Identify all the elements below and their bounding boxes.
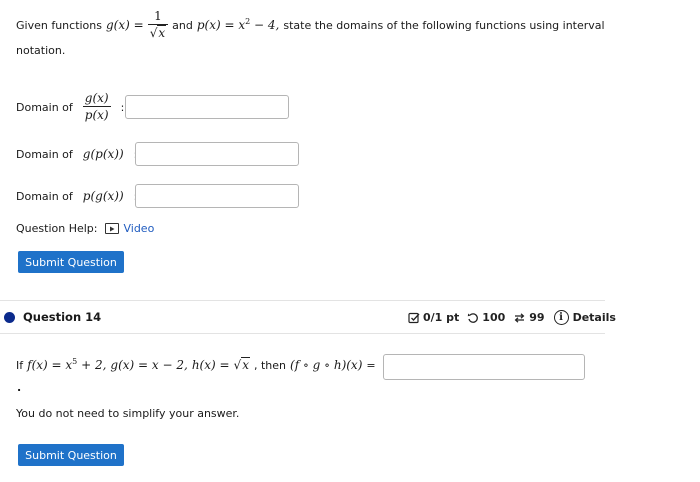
f-exponent: 5 [72,357,78,366]
stray-dot: . [17,381,22,394]
p-def-rest: − 4, [254,18,280,32]
g-denominator: √x [148,24,168,42]
details-label: Details [572,311,616,324]
intro-line-2: notation. [16,44,66,57]
p-exponent: 2 [245,17,251,26]
question-help [16,222,154,235]
retry-icon [513,312,526,324]
submit-question-button[interactable]: Submit Question [18,251,124,273]
h-radicand: x [242,358,249,372]
colon-1: : [120,100,125,114]
domain-input-2[interactable] [135,142,299,166]
domain-label-2: Domain of [16,147,73,161]
question-14-header [4,310,101,324]
video-icon [105,223,119,234]
question-14-prompt [16,358,376,372]
domain-row-2 [16,147,137,161]
checkbox-icon [408,312,420,324]
g-over-p-fraction [83,90,111,124]
attempts-icon [467,312,479,324]
g-numerator: 1 [154,9,162,23]
bullet-icon [4,312,15,323]
f-definition [27,358,106,372]
domain-row-3 [16,189,137,203]
retries-count: 99 [529,311,545,324]
then-text: , then [253,358,287,372]
f-def-rest: + 2, [81,358,107,372]
p-def-text: p(x) = x [196,18,246,32]
video-link[interactable] [105,222,154,235]
info-icon: i [554,310,569,325]
h-sqrt: √x [233,358,249,372]
domain-row-1 [16,88,124,126]
g-radicand: x [158,26,166,40]
g-definition-14: g(x) = x − 2, [110,358,188,372]
video-link-label: Video [123,222,155,235]
g-of-p-expr: g(p(x)) [82,147,124,161]
g-fraction [148,8,168,42]
composition-answer-input[interactable] [383,354,585,380]
intro-and: and [172,18,193,32]
domain-input-1[interactable] [125,95,289,119]
domain-label-1: Domain of [16,100,73,114]
p-definition [197,18,280,32]
h-definition: h(x) = [191,358,230,372]
intro-prefix: Given functions [16,18,102,32]
if-text: If [16,358,24,372]
domain-label-3: Domain of [16,189,73,203]
question-meta [408,310,616,325]
question-14-title: Question 14 [23,310,102,324]
fraction-denominator: p(x) [84,108,109,122]
fraction-numerator: g(x) [84,91,109,105]
f-def-text: f(x) = x [27,358,73,372]
composition-expr: (f ∘ g ∘ h)(x) [290,358,363,372]
submit-question-14-button[interactable]: Submit Question [18,444,124,466]
simplify-note: You do not need to simplify your answer. [16,407,240,420]
p-of-g-expr: p(g(x)) [82,189,124,203]
intro-suffix: state the domains of the following functions using interval [283,18,605,32]
question-intro [16,8,605,42]
help-label: Question Help: [16,222,98,235]
points-label: 0/1 pt [423,311,460,324]
attempts-count: 100 [482,311,506,324]
divider-top [0,300,605,301]
domain-input-3[interactable] [135,184,299,208]
divider-bottom [0,333,605,334]
equals-sign: = [366,358,376,372]
details-link[interactable] [554,310,616,325]
g-definition: g(x) = [106,18,144,32]
